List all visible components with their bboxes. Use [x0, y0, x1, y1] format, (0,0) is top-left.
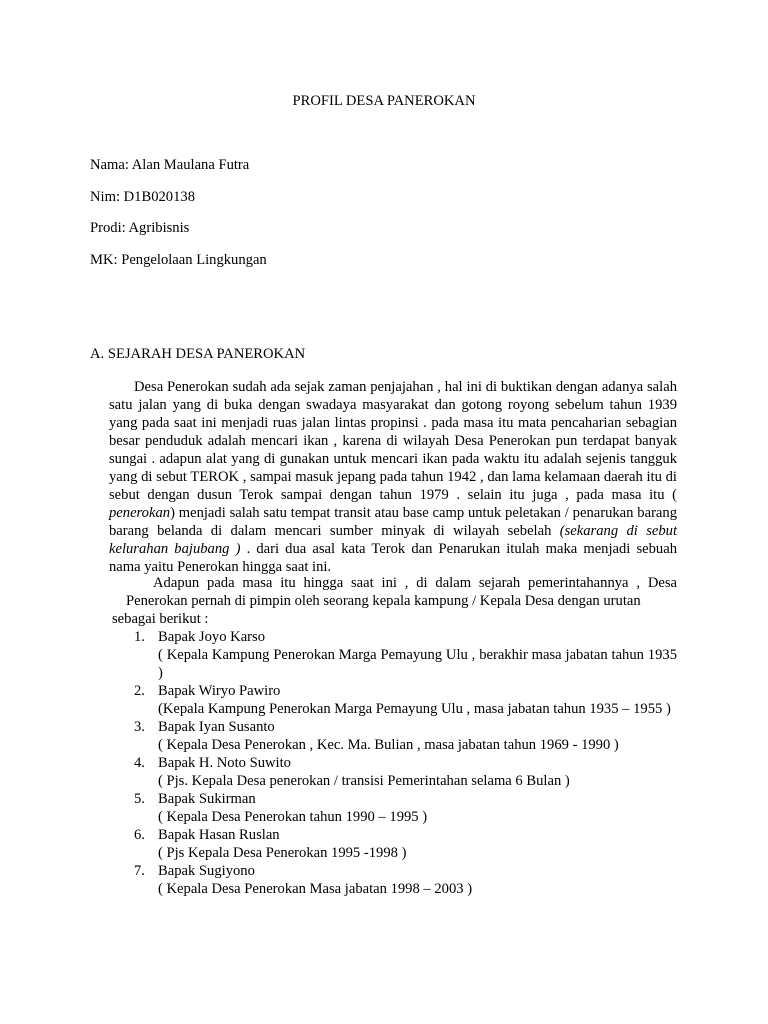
meta-mk: MK: Pengelolaan Lingkungan [90, 252, 267, 268]
paragraph-text: ) menjadi salah satu tempat transit atau base camp untuk peletakan / penarukan barang barang belanda di dalam mencari sumber minyak di wilayah sebelah [109, 505, 677, 539]
list-number: 2. [134, 683, 145, 699]
leaders-intro-paragraph [112, 574, 677, 628]
list-item [134, 826, 677, 862]
intro-line: Adapun pada masa itu hingga saat ini , di dalam sejarah pemerintahannya , Desa [153, 575, 677, 591]
list-item [134, 790, 677, 826]
leader-name: Bapak H. Noto Suwito [158, 755, 291, 771]
list-number: 5. [134, 791, 145, 807]
leader-description: ( Pjs Kepala Desa Penerokan 1995 -1998 ) [158, 845, 407, 861]
list-item [134, 718, 677, 754]
leader-description: ( Kepala Desa Penerokan Masa jabatan 1998 – 2003 ) [158, 881, 473, 897]
leader-name: Bapak Hasan Ruslan [158, 827, 280, 843]
list-number: 7. [134, 863, 145, 879]
italic-term: penerokan [109, 505, 171, 521]
leader-name: Bapak Sugiyono [158, 863, 255, 879]
list-number: 6. [134, 827, 145, 843]
italic-note: (sekarang di sebut kelurahan bajubang ) [109, 523, 678, 557]
list-item [134, 628, 677, 682]
list-number: 3. [134, 719, 145, 735]
list-item [134, 682, 677, 718]
intro-line: Penerokan pernah di pimpin oleh seorang kepala kampung / Kepala Desa dengan urutan [126, 593, 641, 609]
list-item [134, 862, 677, 898]
leader-name: Bapak Wiryo Pawiro [158, 683, 281, 699]
leader-description: ( Kepala Desa Penerokan tahun 1990 – 1995 ) [158, 809, 428, 825]
paragraph-text: . dari dua asal kata Terok dan Penarukan itulah maka menjadi sebuah nama yaitu Penerokan hingga saat ini. [109, 541, 678, 575]
history-paragraph [109, 378, 677, 576]
meta-prodi: Prodi: Agribisnis [90, 220, 190, 236]
leader-description: ( Kepala Kampung Penerokan Marga Pemayung Ulu , berakhir masa jabatan tahun 1935 ) [158, 647, 677, 681]
list-number: 1. [134, 629, 145, 645]
leader-description: (Kepala Kampung Penerokan Marga Pemayung Ulu , masa jabatan tahun 1935 – 1955 ) [158, 701, 671, 717]
paragraph-text: Desa Penerokan sudah ada sejak zaman penjajahan , hal ini di buktikan dengan adanya salah satu jalan yang di buka dengan swadaya masyarakat dan gotong royong sebelum tahun 1939 yang pada saat ini menjadi ruas jalan lintas propinsi . pada masa itu mata pencaharian sebagian besar penduduk adalah mencari ikan , karena di wilayah Desa Penerokan pun terdapat banyak sungai . adapun alat yang di gunakan untuk mencari ikan pada waktu itu adalah sejenis tangguk yang di sebut TEROK , sampai masuk jepang pada tahun 1942 , dan lama kelamaan daerah itu di sebut dengan dusun Terok sampai dengan tahun 1979 . selain itu juga , pada masa itu ( [109, 379, 677, 503]
leader-description: ( Kepala Desa Penerokan , Kec. Ma. Bulian , masa jabatan tahun 1969 - 1990 ) [158, 737, 619, 753]
intro-line: sebagai berikut : [112, 611, 209, 627]
list-number: 4. [134, 755, 145, 771]
document-title: PROFIL DESA PANEROKAN [292, 93, 476, 109]
leader-description: ( Pjs. Kepala Desa penerokan / transisi Pemerintahan selama 6 Bulan ) [158, 773, 570, 789]
meta-nim: Nim: D1B020138 [90, 189, 195, 205]
leaders-list [134, 628, 677, 898]
leader-name: Bapak Joyo Karso [158, 629, 266, 645]
meta-nama: Nama: Alan Maulana Futra [90, 157, 250, 173]
leader-name: Bapak Sukirman [158, 791, 256, 807]
list-item [134, 754, 677, 790]
leader-name: Bapak Iyan Susanto [158, 719, 275, 735]
section-heading: A. SEJARAH DESA PANEROKAN [90, 346, 306, 362]
